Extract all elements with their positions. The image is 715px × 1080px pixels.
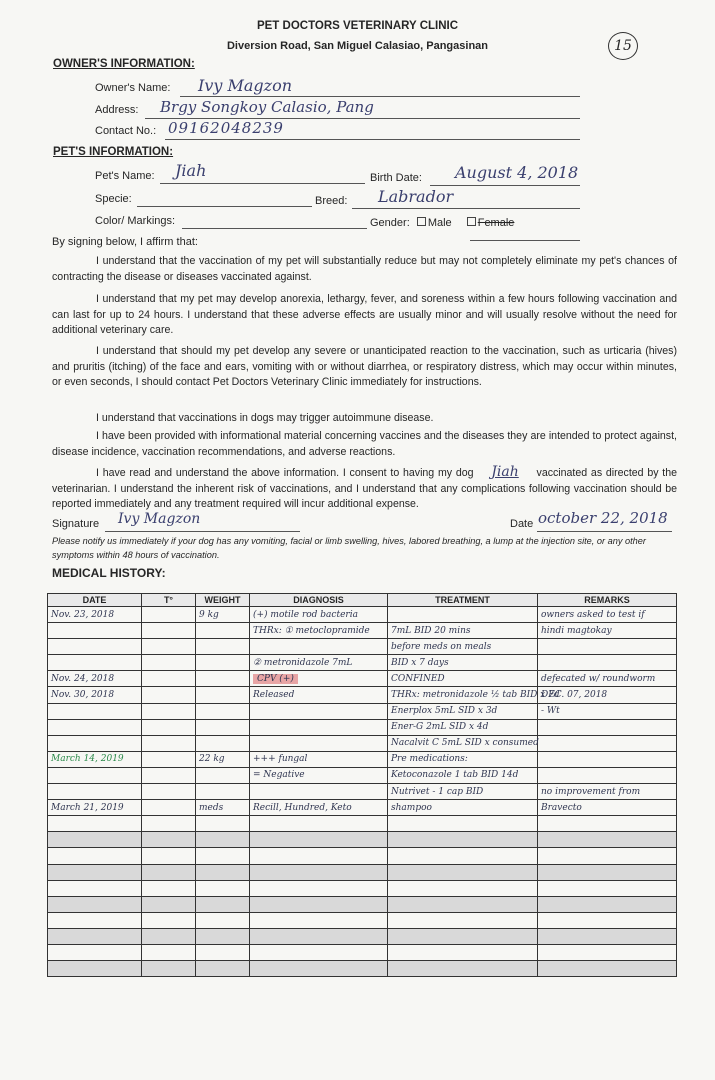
- table-cell: BID x 7 days: [388, 655, 538, 671]
- color-markings-label: Color/ Markings:: [95, 215, 176, 227]
- table-cell: [142, 800, 196, 816]
- consent-paragraph-3: I understand that should my pet develop any severe or unanticipated reaction to the vaccination, such as urticaria (hives) and pruritis (itching) of the face and ears, vomiting with or without diarrhea, or respiratory distress, which may occur within minutes, or even seconds, I should contact Pet Doctors Veterinary Clinic immediately for instructions.: [52, 345, 677, 389]
- table-cell: +++ fungal: [250, 751, 388, 767]
- table-row: [48, 607, 677, 623]
- consent-paragraph-6: I have read and understand the above information. I consent to having my dog Jiah vaccinated as directed by the veterinarian. I understand the inherent risk of vaccinations, and I understand that any complications following vaccination should be reported immediately and any treatment required will incur additional expense.: [52, 464, 677, 511]
- table-cell: Nutrivet - 1 cap BID: [388, 784, 538, 800]
- table-cell: [48, 735, 142, 751]
- table-cell: [142, 784, 196, 800]
- table-cell: [250, 896, 388, 912]
- consent-paragraph-1: I understand that the vaccination of my pet will substantially reduce but may not completely eliminate my pet's chances of contracting the disease or diseases vaccinated against.: [52, 255, 677, 283]
- table-cell: [142, 880, 196, 896]
- table-cell: [538, 928, 677, 944]
- table-row: [48, 816, 677, 832]
- table-cell: ② metronidazole 7mL: [250, 655, 388, 671]
- pet-name-label: Pet's Name:: [95, 170, 155, 182]
- medical-history-table: [47, 593, 677, 977]
- table-cell: [250, 816, 388, 832]
- table-cell: 9 kg: [196, 607, 250, 623]
- table-row: [48, 703, 677, 719]
- table-cell: [250, 880, 388, 896]
- table-cell: [388, 896, 538, 912]
- table-cell: [142, 607, 196, 623]
- pet-name-value: Jiah: [175, 161, 207, 180]
- table-row: [48, 896, 677, 912]
- owner-contact-value: 09162048239: [168, 119, 284, 137]
- table-cell: [196, 961, 250, 977]
- cpv-positive-highlight: CPV (+): [253, 674, 298, 684]
- table-cell: Nov. 30, 2018: [48, 687, 142, 703]
- table-cell: CONFINED: [388, 671, 538, 687]
- owner-address-value: Brgy Songkoy Calasio, Pang: [160, 98, 374, 116]
- table-cell: [250, 912, 388, 928]
- table-cell: [538, 880, 677, 896]
- table-row: [48, 623, 677, 639]
- breed-label: Breed:: [315, 195, 348, 207]
- table-cell: [48, 767, 142, 783]
- table-cell: [142, 816, 196, 832]
- table-cell: Nov. 23, 2018: [48, 607, 142, 623]
- clinic-address: Diversion Road, San Miguel Calasiao, Pangasinan: [226, 40, 488, 52]
- table-cell: [196, 880, 250, 896]
- column-header: WEIGHT: [196, 594, 250, 607]
- table-cell: THRx: ① metoclopramide: [250, 623, 388, 639]
- male-checkbox[interactable]: [417, 217, 426, 226]
- table-row: [48, 848, 677, 864]
- table-row: [48, 687, 677, 703]
- consent-date-value: october 22, 2018: [538, 509, 668, 527]
- table-cell: [142, 655, 196, 671]
- date-label: Date: [510, 518, 534, 530]
- table-cell: THRx: metronidazole ½ tab BID x 7d: [388, 687, 538, 703]
- table-cell: [142, 896, 196, 912]
- consent-paragraph-5: I have been provided with informational material concerning vaccines and the diseases they are intended to protect against, disease incidence, vaccination recommendations, and adverse reactions.: [52, 430, 677, 458]
- column-header: DIAGNOSIS: [250, 594, 388, 607]
- table-cell: [196, 639, 250, 655]
- table-cell: [250, 864, 388, 880]
- table-cell: [388, 864, 538, 880]
- table-cell: [142, 623, 196, 639]
- owner-name-value: Ivy Magzon: [198, 76, 293, 95]
- table-cell: owners asked to test if: [538, 607, 677, 623]
- table-row: [48, 735, 677, 751]
- table-cell: [142, 961, 196, 977]
- table-cell: [48, 912, 142, 928]
- table-cell: [538, 912, 677, 928]
- table-cell: Ener-G 2mL SID x 4d: [388, 719, 538, 735]
- table-cell: [388, 607, 538, 623]
- table-cell: [48, 864, 142, 880]
- table-cell: [142, 864, 196, 880]
- table-cell: [388, 848, 538, 864]
- owner-name-label: Owner's Name:: [95, 82, 171, 94]
- consent-paragraph-2: I understand that my pet may develop anorexia, lethargy, fever, and soreness within a few hours following vaccination and can last for up to 24 hours. I understand that these adverse effects are usually minor and will usually resolve without the need for additional veterinary care.: [52, 293, 677, 337]
- table-row: [48, 719, 677, 735]
- table-cell: - Wt: [538, 703, 677, 719]
- pet-section-title: PET'S INFORMATION:: [53, 146, 174, 158]
- female-checkbox[interactable]: [467, 217, 476, 226]
- table-cell: [388, 961, 538, 977]
- table-cell: DEC. 07, 2018: [538, 687, 677, 703]
- table-cell: [142, 767, 196, 783]
- table-cell: [48, 623, 142, 639]
- table-row: [48, 767, 677, 783]
- medical-section-title: MEDICAL HISTORY:: [52, 566, 166, 580]
- table-cell: before meds on meals: [388, 639, 538, 655]
- column-header: T°: [142, 594, 196, 607]
- table-cell: [196, 719, 250, 735]
- table-cell: [538, 896, 677, 912]
- table-cell: [196, 896, 250, 912]
- table-cell: [142, 751, 196, 767]
- table-row: [48, 671, 677, 687]
- table-cell: [142, 639, 196, 655]
- table-cell: [142, 848, 196, 864]
- table-cell: [250, 735, 388, 751]
- table-cell: [48, 703, 142, 719]
- table-cell: March 21, 2019: [48, 800, 142, 816]
- table-cell: [538, 767, 677, 783]
- gender-male-label: Male: [427, 217, 452, 229]
- table-cell: [196, 655, 250, 671]
- table-cell: [142, 928, 196, 944]
- table-row: [48, 880, 677, 896]
- table-cell: 7mL BID 20 mins: [388, 623, 538, 639]
- table-cell: [538, 944, 677, 960]
- table-cell: [196, 944, 250, 960]
- table-cell: [250, 944, 388, 960]
- table-cell: Recill, Hundred, Keto: [250, 800, 388, 816]
- table-cell: [196, 767, 250, 783]
- table-row: [48, 655, 677, 671]
- table-cell: [142, 703, 196, 719]
- table-cell: [250, 639, 388, 655]
- owner-section-title: OWNER'S INFORMATION:: [53, 58, 195, 70]
- table-cell: [48, 944, 142, 960]
- table-cell: [48, 961, 142, 977]
- table-cell: [250, 928, 388, 944]
- table-cell: [538, 961, 677, 977]
- owner-contact-label: Contact No.:: [95, 125, 157, 137]
- table-row: [48, 961, 677, 977]
- table-cell: [250, 719, 388, 735]
- table-cell: [196, 912, 250, 928]
- column-header: REMARKS: [538, 594, 677, 607]
- table-cell: [48, 816, 142, 832]
- table-cell: [48, 719, 142, 735]
- table-cell: [388, 816, 538, 832]
- table-cell: shampoo: [388, 800, 538, 816]
- notice-text: Please notify us immediately if your dog has any vomiting, facial or limb swelling, hives, labored breathing, a lump at the injection site, or any other symptoms within 48 hours of vaccination.: [52, 536, 646, 560]
- table-cell: [538, 719, 677, 735]
- table-cell: no improvement from: [538, 784, 677, 800]
- table-cell: [48, 896, 142, 912]
- table-cell: [196, 928, 250, 944]
- table-cell: [250, 832, 388, 848]
- table-row: [48, 832, 677, 848]
- table-cell: [388, 912, 538, 928]
- table-row: [48, 864, 677, 880]
- table-row: [48, 639, 677, 655]
- table-cell: [196, 832, 250, 848]
- table-row: [48, 912, 677, 928]
- table-cell: [48, 639, 142, 655]
- medical-table-body: [48, 607, 677, 977]
- table-cell: [142, 687, 196, 703]
- gender-label: Gender:: [370, 217, 410, 229]
- table-row: [48, 928, 677, 944]
- table-cell: [196, 671, 250, 687]
- table-cell: 22 kg: [196, 751, 250, 767]
- table-cell: [538, 864, 677, 880]
- table-cell: [48, 848, 142, 864]
- table-cell: [48, 655, 142, 671]
- table-cell: Nov. 24, 2018: [48, 671, 142, 687]
- table-cell: [196, 703, 250, 719]
- table-cell: Released: [250, 687, 388, 703]
- table-cell: [142, 671, 196, 687]
- table-cell: [142, 912, 196, 928]
- table-cell: defecated w/ roundworm: [538, 671, 677, 687]
- table-cell: [538, 816, 677, 832]
- table-cell: [388, 928, 538, 944]
- table-row: [48, 751, 677, 767]
- table-cell: [388, 944, 538, 960]
- consent-paragraph-4: I understand that vaccinations in dogs may trigger autoimmune disease.: [96, 412, 434, 424]
- specie-label: Specie:: [95, 193, 132, 205]
- table-cell: [538, 735, 677, 751]
- gender-field: [370, 217, 514, 229]
- table-cell: [538, 639, 677, 655]
- table-cell: [196, 864, 250, 880]
- table-cell: [196, 848, 250, 864]
- owner-address-label: Address:: [95, 104, 139, 116]
- table-cell: Ketoconazole 1 tab BID 14d: [388, 767, 538, 783]
- consent-intro: By signing below, I affirm that:: [52, 236, 198, 248]
- table-cell: (+) motile rod bacteria: [250, 607, 388, 623]
- table-cell: [538, 832, 677, 848]
- signature-value: Ivy Magzon: [118, 511, 201, 527]
- table-cell: meds: [196, 800, 250, 816]
- table-cell: [388, 880, 538, 896]
- consent-dog-name: Jiah: [491, 464, 519, 480]
- table-cell: [142, 832, 196, 848]
- gender-female-label: Female: [477, 217, 515, 229]
- table-cell: [538, 751, 677, 767]
- birth-date-value: August 4, 2018: [455, 163, 579, 182]
- table-cell: = Negative: [250, 767, 388, 783]
- table-cell: [196, 816, 250, 832]
- table-cell: [250, 671, 388, 687]
- table-cell: Bravecto: [538, 800, 677, 816]
- medical-table-header: [48, 594, 677, 607]
- table-cell: [48, 784, 142, 800]
- table-cell: hindi magtokay: [538, 623, 677, 639]
- birth-date-label: Birth Date:: [370, 172, 422, 184]
- table-cell: [196, 735, 250, 751]
- page-number-mark: 15: [608, 32, 638, 60]
- table-cell: [250, 961, 388, 977]
- column-header: DATE: [48, 594, 142, 607]
- table-cell: Enerplox 5mL SID x 3d: [388, 703, 538, 719]
- clinic-name: PET DOCTORS VETERINARY CLINIC: [256, 20, 459, 32]
- table-cell: [142, 719, 196, 735]
- table-cell: Nacalvit C 5mL SID x consumed: [388, 735, 538, 751]
- table-cell: [48, 928, 142, 944]
- table-cell: [250, 703, 388, 719]
- table-cell: [250, 784, 388, 800]
- column-header: TREATMENT: [388, 594, 538, 607]
- table-cell: [538, 655, 677, 671]
- table-cell: [196, 623, 250, 639]
- table-cell: [142, 944, 196, 960]
- table-cell: [196, 687, 250, 703]
- table-row: [48, 944, 677, 960]
- table-row: [48, 784, 677, 800]
- table-cell: March 14, 2019: [48, 751, 142, 767]
- table-cell: Pre medications:: [388, 751, 538, 767]
- breed-value: Labrador: [378, 187, 454, 206]
- signature-label: Signature: [52, 518, 100, 530]
- table-cell: [196, 784, 250, 800]
- table-cell: [250, 848, 388, 864]
- table-cell: [48, 832, 142, 848]
- table-row: [48, 800, 677, 816]
- table-cell: [48, 880, 142, 896]
- table-cell: [538, 848, 677, 864]
- table-cell: [388, 832, 538, 848]
- table-cell: [142, 735, 196, 751]
